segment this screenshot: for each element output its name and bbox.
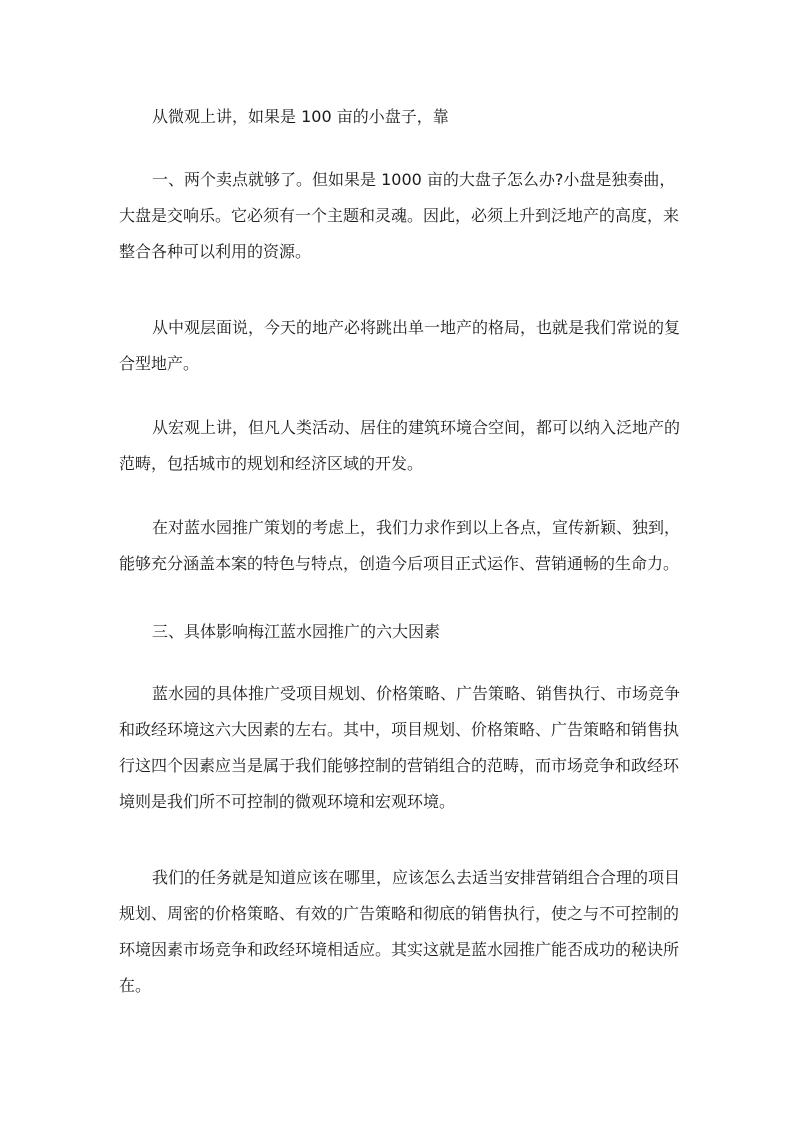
paragraph-promotion-planning: [119, 510, 679, 582]
paragraph-line: 范畴，包括城市的规划和经济区域的开发。: [119, 454, 424, 473]
paragraph-line: 我们的任务就是知道应该在哪里，应该怎么去适当安排营销组合合理的项目: [152, 868, 681, 887]
section-heading-six-factors: [119, 614, 679, 650]
section-heading-line: 三、具体影响梅江蓝水园推广的六大因素: [152, 622, 441, 641]
paragraph-line: 行这四个因素应当是属于我们能够控制的营销组合的范畴，而市场竞争和政经环: [119, 756, 680, 775]
paragraph-macro-view: [119, 410, 679, 482]
paragraph-line: 蓝水园的具体推广受项目规划、价格策略、广告策略、销售执行、市场竞争: [152, 684, 681, 703]
paragraph-line: 一、两个卖点就够了。但如果是 1000 亩的大盘子怎么办?小盘是独奏曲，: [152, 170, 676, 189]
paragraph-line: 从中观层面说，今天的地产必将跳出单一地产的格局，也就是我们常说的复: [152, 318, 681, 337]
paragraph-micro-view: [119, 99, 679, 135]
paragraph-meso-view: [119, 310, 679, 382]
paragraph-line: 从微观上讲，如果是 100 亩的小盘子，靠: [152, 107, 449, 126]
paragraph-our-task: [119, 860, 679, 1004]
paragraph-line: 环境因素市场竞争和政经环境相适应。其实这就是蓝水园推广能否成功的秘诀所: [119, 940, 680, 959]
paragraph-line: 在对蓝水园推广策划的考虑上，我们力求作到以上各点，宣传新颖、独到，: [152, 518, 681, 537]
paragraph-line: 整合各种可以利用的资源。: [119, 242, 312, 261]
paragraph-line: 境则是我们所不可控制的微观环境和宏观环境。: [119, 792, 456, 811]
paragraph-line: 和政经环境这六大因素的左右。其中，项目规划、价格策略、广告策略和销售执: [119, 720, 680, 739]
paragraph-line: 合型地产。: [119, 354, 200, 373]
paragraph-line: 在。: [119, 976, 152, 995]
paragraph-six-factors: [119, 676, 679, 820]
paragraph-line: 能够充分涵盖本案的特色与特点，创造今后项目正式运作、营销通畅的生命力。: [119, 554, 680, 573]
paragraph-line: 大盘是交响乐。它必须有一个主题和灵魂。因此，必须上升到泛地产的高度，来: [119, 206, 680, 225]
paragraph-line: 规划、周密的价格策略、有效的广告策略和彻底的销售执行，使之与不可控制的: [119, 904, 680, 923]
paragraph-line: 从宏观上讲，但凡人类活动、居住的建筑环境合空间，都可以纳入泛地产的: [152, 418, 681, 437]
paragraph-selling-points: [119, 162, 679, 270]
